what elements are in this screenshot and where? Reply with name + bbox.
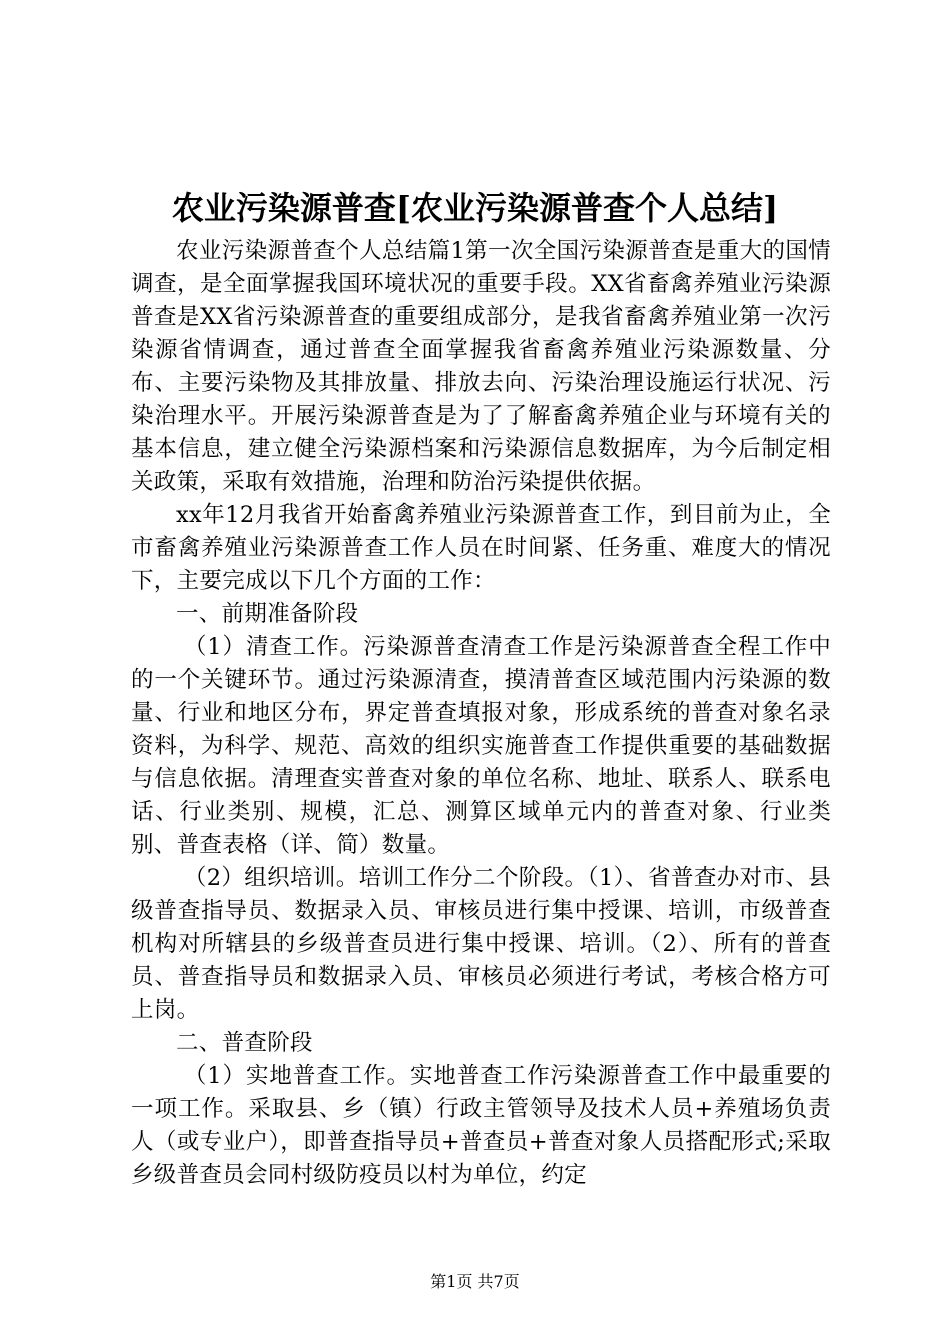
document-title: 农业污染源普查[农业污染源普查个人总结]	[171, 189, 779, 227]
paragraph-intro: 农业污染源普查个人总结篇1第一次全国污染源普查是重大的国情调查，是全面掌握我国环境状况的重要手段。XX省畜禽养殖业污染源普查是XX省污染源普查的重要组成部分，是我省畜禽养殖业第一次污染源省情调查，通过普查全面掌握我省畜禽养殖业污染源数量、分布、主要污染物及其排放量、排放去向、污染治理设施运行状况、污染治理水平。开展污染源普查是为了了解畜禽养殖企业与环境有关的基本信息，建立健全污染源档案和污染源信息数据库，为今后制定相关政策，采取有效措施，治理和防治污染提供依据。	[131, 238, 831, 495]
paragraph-training: （2）组织培训。培训工作分二个阶段。（1）、省普查办对市、县级普查指导员、数据录入员、审核员进行集中授课、培训，市级普查机构对所辖县的乡级普查员进行集中授课、培训。（2）、所有的普查员、普查指导员和数据录入员、审核员必须进行考试，考核合格方可上岗。	[131, 865, 831, 1023]
paragraph-field-survey: （1）实地普查工作。实地普查工作污染源普查工作中最重要的一项工作。采取县、乡（镇）行政主管领导及技术人员+养殖场负责人（或专业户），即普查指导员+普查员+普查对象人员搭配形式;采取乡级普查员会同村级防疫员以村为单位，约定	[131, 1063, 831, 1188]
section-heading-survey: 二、普查阶段	[176, 1030, 313, 1056]
section-heading-preparation: 一、前期准备阶段	[176, 601, 359, 627]
paragraph-inventory-work: （1）清查工作。污染源普查清查工作是污染源普查全程工作中的一个关键环节。通过污染源清查，摸清普查区域范围内污染源的数量、行业和地区分布，界定普查填报对象，形成系统的普查对象名录资料，为科学、规范、高效的组织实施普查工作提供重要的基础数据与信息依据。清理查实普查对象的单位名称、地址、联系人、联系电话、行业类别、规模，汇总、测算区域单元内的普查对象、行业类别、普查表格（详、简）数量。	[131, 634, 831, 858]
page-footer: 第1页 共7页	[430, 1272, 520, 1291]
document-body	[131, 235, 831, 1192]
paragraph-progress: xx年12月我省开始畜禽养殖业污染源普查工作，到目前为止，全市畜禽养殖业污染源普查工作人员在时间紧、任务重、难度大的情况下，主要完成以下几个方面的工作：	[131, 502, 831, 594]
